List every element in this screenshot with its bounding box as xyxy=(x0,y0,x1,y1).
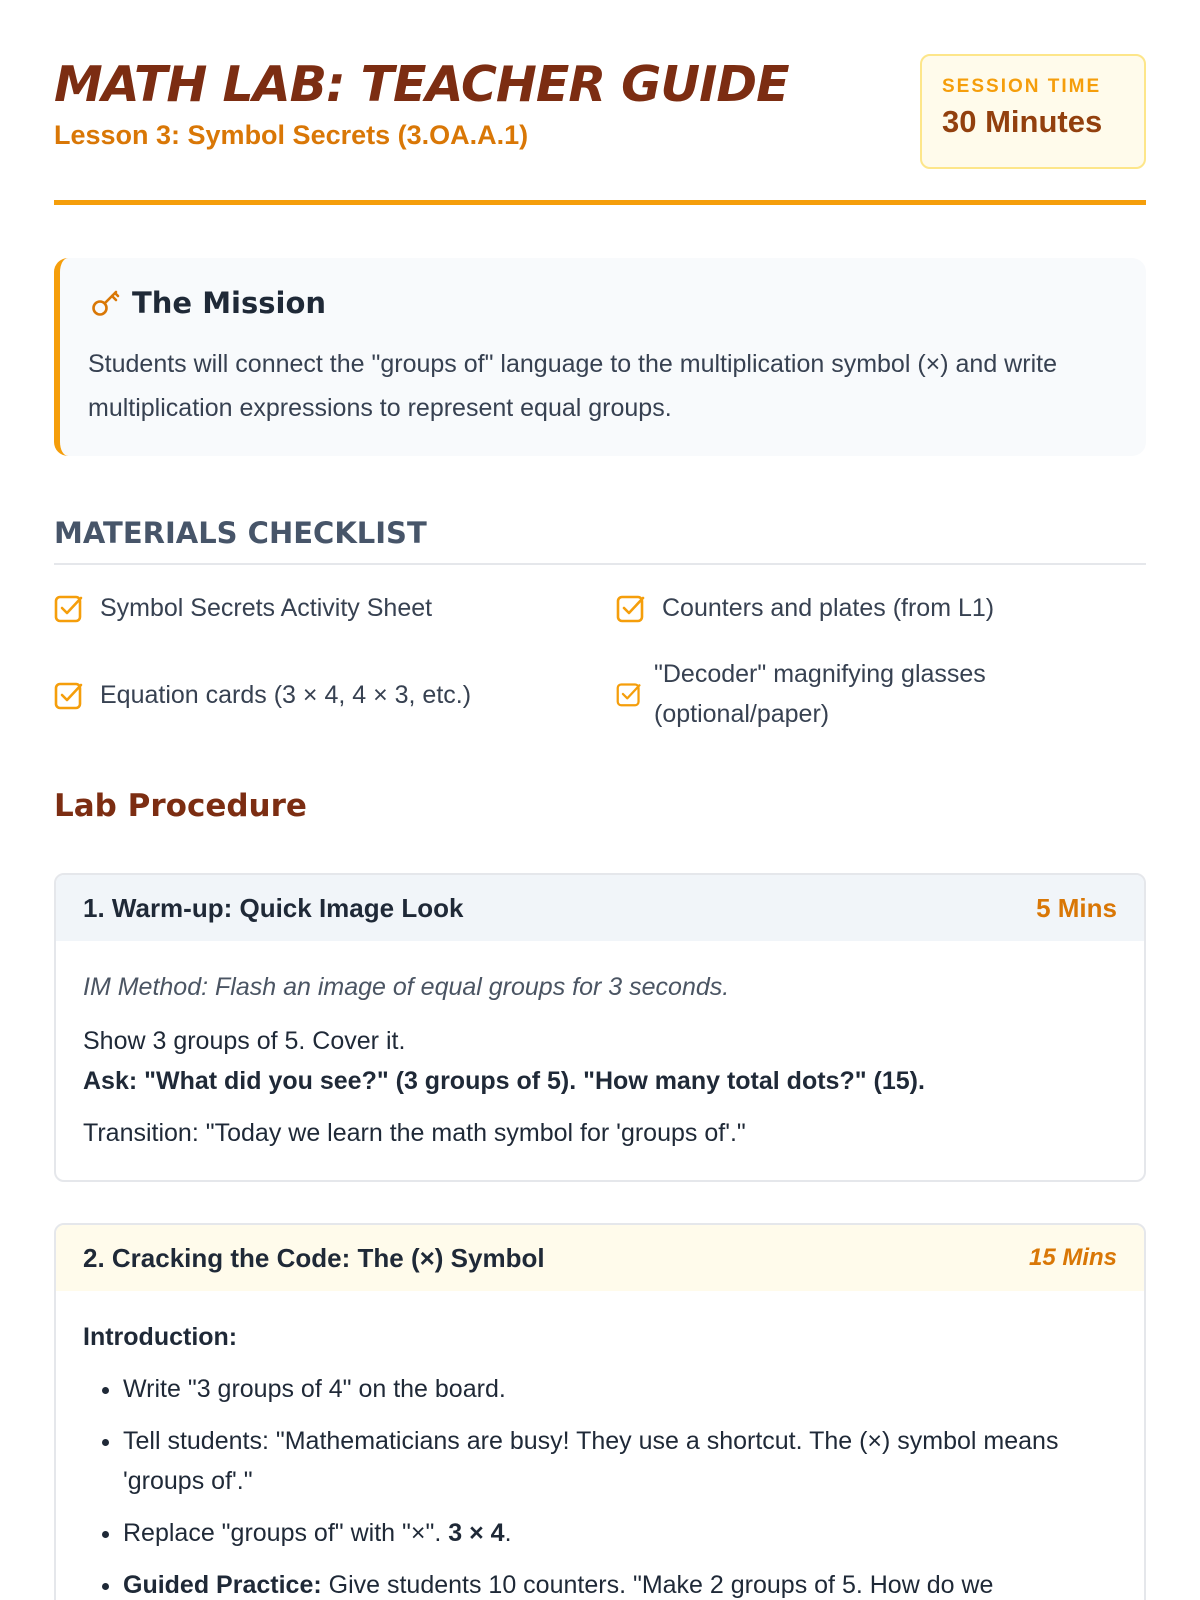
step-header xyxy=(56,1225,1144,1291)
intro-bullet-list xyxy=(83,1369,1117,1600)
material-item xyxy=(54,588,432,628)
guided-practice-label: Guided Practice: xyxy=(123,1571,322,1599)
checkbox-checked-icon xyxy=(54,593,84,623)
step-transition: Transition: "Today we learn the math symbol for 'groups of'." xyxy=(83,1119,746,1147)
step-duration: 15 Mins xyxy=(1028,1244,1117,1271)
step-title: 2. Cracking the Code: The (×) Symbol xyxy=(83,1242,545,1273)
step-instruction: Show 3 groups of 5. Cover it. xyxy=(83,1027,406,1055)
expression-text: 3 × 4 xyxy=(448,1519,505,1547)
checkbox-checked-icon xyxy=(616,681,642,707)
list-item xyxy=(123,1565,1117,1600)
session-time-label: SESSION TIME xyxy=(942,76,1102,97)
intro-label: Introduction: xyxy=(83,1323,238,1351)
list-item xyxy=(123,1513,1117,1553)
checkbox-checked-icon xyxy=(54,680,84,710)
session-time-badge xyxy=(920,54,1146,169)
step-header xyxy=(56,875,1144,941)
mission-title: The Mission xyxy=(132,286,327,320)
procedure-step-1 xyxy=(54,873,1146,1182)
material-label: Equation cards (3 × 4, 4 × 3, etc.) xyxy=(100,681,472,709)
material-item xyxy=(616,654,1076,734)
list-item: • Write "3 groups of 4" on the board. xyxy=(123,1369,1117,1409)
material-item xyxy=(54,675,471,715)
materials-heading: MATERIALS CHECKLIST xyxy=(54,516,427,550)
mission-header xyxy=(88,286,1146,320)
mission-card xyxy=(54,258,1146,456)
material-item xyxy=(616,588,994,628)
material-label: "Decoder" magnifying glasses (optional/paper) xyxy=(654,660,986,728)
checkbox-checked-icon xyxy=(616,593,646,623)
material-label: Symbol Secrets Activity Sheet xyxy=(100,594,433,622)
material-label: Counters and plates (from L1) xyxy=(662,594,995,622)
mission-text: Students will connect the "groups of" language to the multiplication symbol (×) and write multiplication expressions to represent equal groups. xyxy=(88,350,1057,422)
guide-header xyxy=(54,0,1146,205)
im-method-note: IM Method: Flash an image of equal groups for 3 seconds. xyxy=(83,973,730,1001)
step-question: Ask: "What did you see?" (3 groups of 5). "How many total dots?" (15). xyxy=(83,1067,925,1095)
key-icon xyxy=(88,286,122,320)
procedure-heading: Lab Procedure xyxy=(54,788,307,824)
list-item-text: Give students 10 counters. "Make 2 groups of 5. How do we xyxy=(328,1571,994,1599)
step-duration: 5 Mins xyxy=(1036,892,1117,923)
lesson-subtitle: Lesson 3: Symbol Secrets (3.OA.A.1) xyxy=(54,120,529,150)
procedure-step-2 xyxy=(54,1223,1146,1600)
session-time-value: 30 Minutes xyxy=(942,104,1103,139)
step-body xyxy=(56,941,1144,1153)
list-item-text: . xyxy=(504,1519,512,1547)
step-title: 1. Warm-up: Quick Image Look xyxy=(83,892,464,923)
list-item: • Tell students: "Mathematicians are busy! They use a shortcut. The (×) symbol means 'groups of'." xyxy=(123,1421,1117,1501)
page-title: MATH LAB: TEACHER GUIDE xyxy=(54,56,789,113)
materials-divider xyxy=(54,563,1146,565)
step-body xyxy=(56,1291,1144,1600)
list-item-text: Replace "groups of" with "×". xyxy=(123,1519,442,1547)
